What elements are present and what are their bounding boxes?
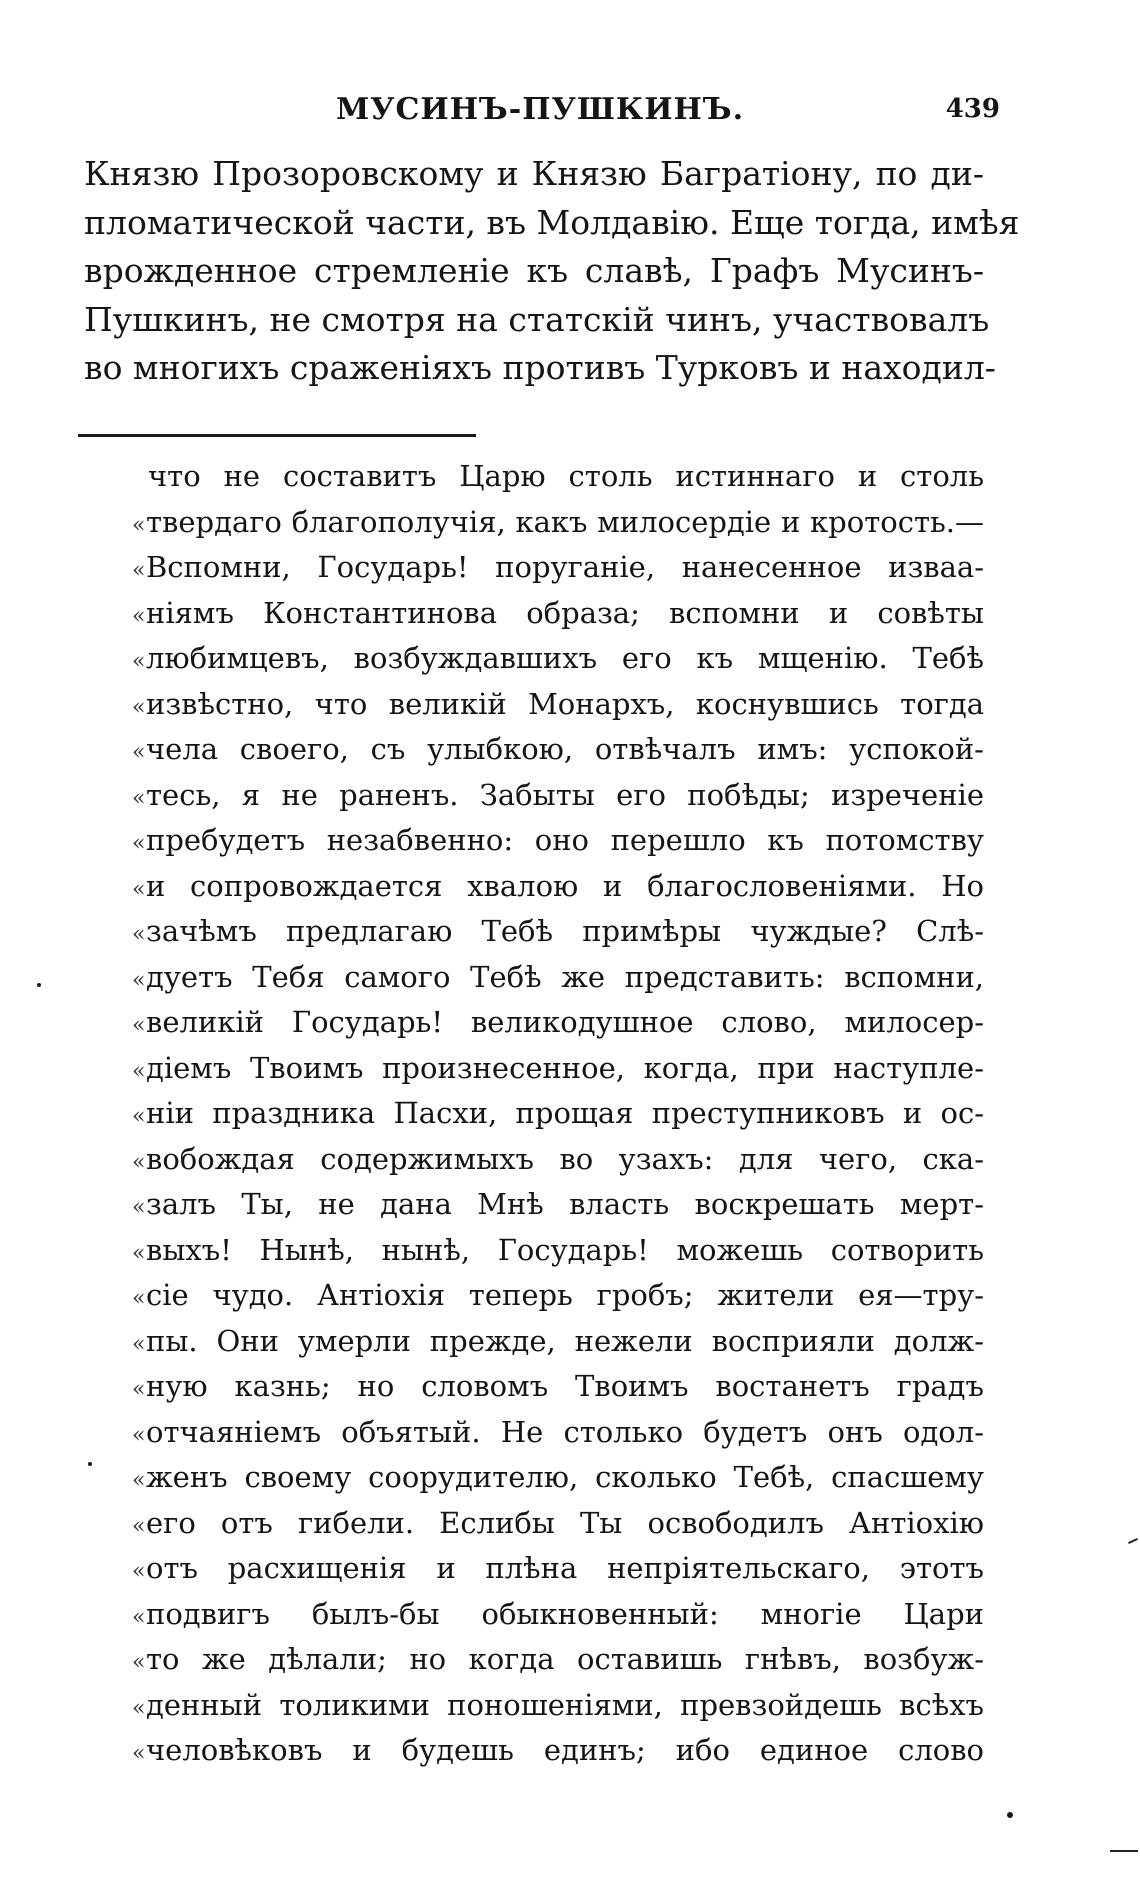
footnote-line-text: денный толикими поношеніями, превзойдешь всѣхъ (146, 1687, 984, 1722)
footnote-line (132, 955, 984, 1001)
footnote-line-text: подвигъ былъ-бы обыкновенный: многіе Цари (146, 1596, 984, 1631)
footnote-line-text: и сопровождается хвалою и благословеніями. Но (146, 868, 984, 903)
quote-mark: « (132, 922, 146, 947)
footnote-line (132, 1228, 984, 1274)
quote-mark: « (132, 512, 146, 538)
page-number: 439 (945, 94, 1000, 124)
text-line: во многихъ сраженіяхъ противъ Турковъ и находил- (84, 348, 996, 387)
scan-speck (88, 1462, 92, 1466)
footnote-line (132, 1000, 984, 1046)
footnote-line-text: человѣковъ и будешь единъ; ибо единое слово (146, 1733, 984, 1767)
footnote-line (132, 682, 984, 728)
footnote-line (132, 1182, 984, 1228)
footnote-line (132, 591, 984, 637)
footnote-line (132, 1501, 984, 1547)
footnote-line-text: Вспомни, Государь! поруганіе, нанесенное изваа- (146, 550, 984, 584)
footnote-line-text: вобождая содержимыхъ во узахъ: для чего, ска- (146, 1141, 984, 1176)
scan-speck (1007, 1812, 1013, 1818)
footnote-line-text: твердаго благополучія, какъ милосердіе и кротость.— (146, 504, 984, 539)
footnote-line-text: отъ расхищенія и плѣна непріятельскаго, этотъ (146, 1551, 984, 1585)
quote-mark: « (132, 649, 146, 674)
quote-mark: « (132, 1331, 146, 1357)
footnote-line-text: отчаяніемъ объятый. Не столько будетъ онъ одол- (146, 1414, 984, 1449)
quote-mark: « (132, 1422, 146, 1448)
footnote-line (132, 727, 984, 773)
main-text (84, 150, 1020, 393)
quote-mark: « (132, 603, 146, 629)
footnote-line (132, 1546, 984, 1592)
footnote-line-text: пребудетъ незабвенно: оно перешло къ потомству (146, 823, 984, 857)
footnote-line (148, 454, 984, 500)
quote-mark: « (132, 1013, 146, 1038)
footnote-line (132, 1319, 984, 1365)
quote-mark: « (132, 558, 146, 583)
text-line: врожденное стремленіе къ славѣ, Графъ Мусинъ- (84, 251, 984, 290)
quote-mark: « (132, 1468, 146, 1493)
scan-speck (37, 983, 41, 987)
page-header (80, 92, 1000, 132)
footnote-line-text: то же дѣлали; но когда оставишь гнѣвъ, возбуж- (146, 1642, 984, 1676)
text-line: Князю Прозоровскому и Князю Багратіону, по ди- (84, 154, 984, 193)
footnote-line (132, 1683, 984, 1729)
quote-mark: « (132, 1650, 146, 1675)
footnote-line (132, 1637, 984, 1683)
quote-mark: « (132, 694, 146, 720)
text-line: Пушкинъ, не смотря на статскій чинъ, участвовалъ (84, 299, 990, 339)
footnote-line-text: женъ своему соорудителю, сколько Тебѣ, спасшему (146, 1460, 984, 1494)
running-title: МУСИНЪ-ПУШКИНЪ. (335, 92, 745, 127)
footnote-line (132, 1455, 984, 1501)
footnote-line (132, 545, 984, 591)
footnote-line-text: его отъ гибели. Еслибы Ты освободилъ Антіохію (146, 1505, 984, 1540)
footnote-line-text: ніи праздника Пасхи, прощая преступниковъ и ос- (146, 1096, 984, 1130)
footnote-line-text: сіе чудо. Антіохія теперь гробъ; жители ея—тру- (146, 1278, 984, 1312)
quote-mark: « (132, 967, 146, 993)
footnote-line-text: пы. Они умерли прежде, нежели восприяли долж- (146, 1323, 984, 1358)
footnote-line-text: ніямъ Константинова образа; вспомни и совѣты (146, 595, 984, 630)
footnote-line-text: любимцевъ, возбуждавшихъ его къ мщенію. Тебѣ (146, 641, 984, 675)
quote-mark: « (132, 1695, 146, 1721)
footnote-line (132, 636, 984, 682)
footnote-line-text: великій Государь! великодушное слово, милосер- (146, 1005, 984, 1039)
footnote-line (132, 1592, 984, 1638)
footnote-line (132, 1364, 984, 1410)
quote-mark: « (132, 876, 146, 902)
quote-mark: « (132, 1240, 146, 1266)
quote-mark: « (132, 740, 146, 765)
footnote-line-text: что не составитъ Царю столь истиннаго и столь (148, 459, 984, 493)
footnote-line-text: залъ Ты, не дана Мнѣ власть воскрешать мерт- (146, 1187, 984, 1221)
footnote-line (132, 1728, 984, 1774)
scan-mark (1110, 1850, 1138, 1852)
quote-mark: « (132, 1195, 146, 1220)
footnote-line (132, 1046, 984, 1092)
footnote-rule (78, 434, 476, 437)
footnote-line-text: извѣстно, что великій Монархъ, коснувшись тогда (146, 686, 984, 721)
footnote-line (132, 500, 984, 546)
footnote-line-text: чела своего, съ улыбкою, отвѣчалъ имъ: успокой- (146, 732, 984, 766)
footnote-line (132, 1273, 984, 1319)
footnote-line-text: дуетъ Тебя самого Тебѣ же представить: вспомни, (146, 959, 984, 994)
quote-mark: « (132, 831, 146, 856)
quote-mark: « (132, 1604, 146, 1630)
quote-mark: « (132, 1286, 146, 1311)
quote-mark: « (132, 1513, 146, 1539)
scan-mark (1128, 1538, 1138, 1544)
quote-mark: « (132, 785, 146, 811)
quote-mark: « (132, 1741, 146, 1766)
footnote-line-text: зачѣмъ предлагаю Тебѣ примѣры чуждые? Слѣ- (146, 914, 984, 948)
footnote-line-text: ную казнь; но словомъ Твоимъ востанетъ градъ (146, 1369, 984, 1403)
footnote-line-text: выхъ! Нынѣ, нынѣ, Государь! можешь сотворить (146, 1232, 984, 1267)
footnote-line (132, 818, 984, 864)
footnote-line (132, 773, 984, 819)
quote-mark: « (132, 1149, 146, 1175)
footnote-line-text: діемъ Твоимъ произнесенное, когда, при наступле- (146, 1050, 984, 1085)
quote-mark: « (132, 1559, 146, 1584)
quote-mark: « (132, 1377, 146, 1402)
footnote-line (132, 1091, 984, 1137)
quote-mark: « (132, 1104, 146, 1129)
footnote-line (132, 864, 984, 910)
footnote-line (132, 909, 984, 955)
footnote-line (132, 1410, 984, 1456)
footnote-line (132, 1137, 984, 1183)
text-line: пломатической части, въ Молдавію. Еще тогда, имѣя (84, 202, 1020, 242)
footnote-line-text: тесь, я не раненъ. Забыты его побѣды; изреченіе (146, 777, 984, 812)
quote-mark: « (132, 1058, 146, 1084)
footnote (132, 454, 984, 1774)
